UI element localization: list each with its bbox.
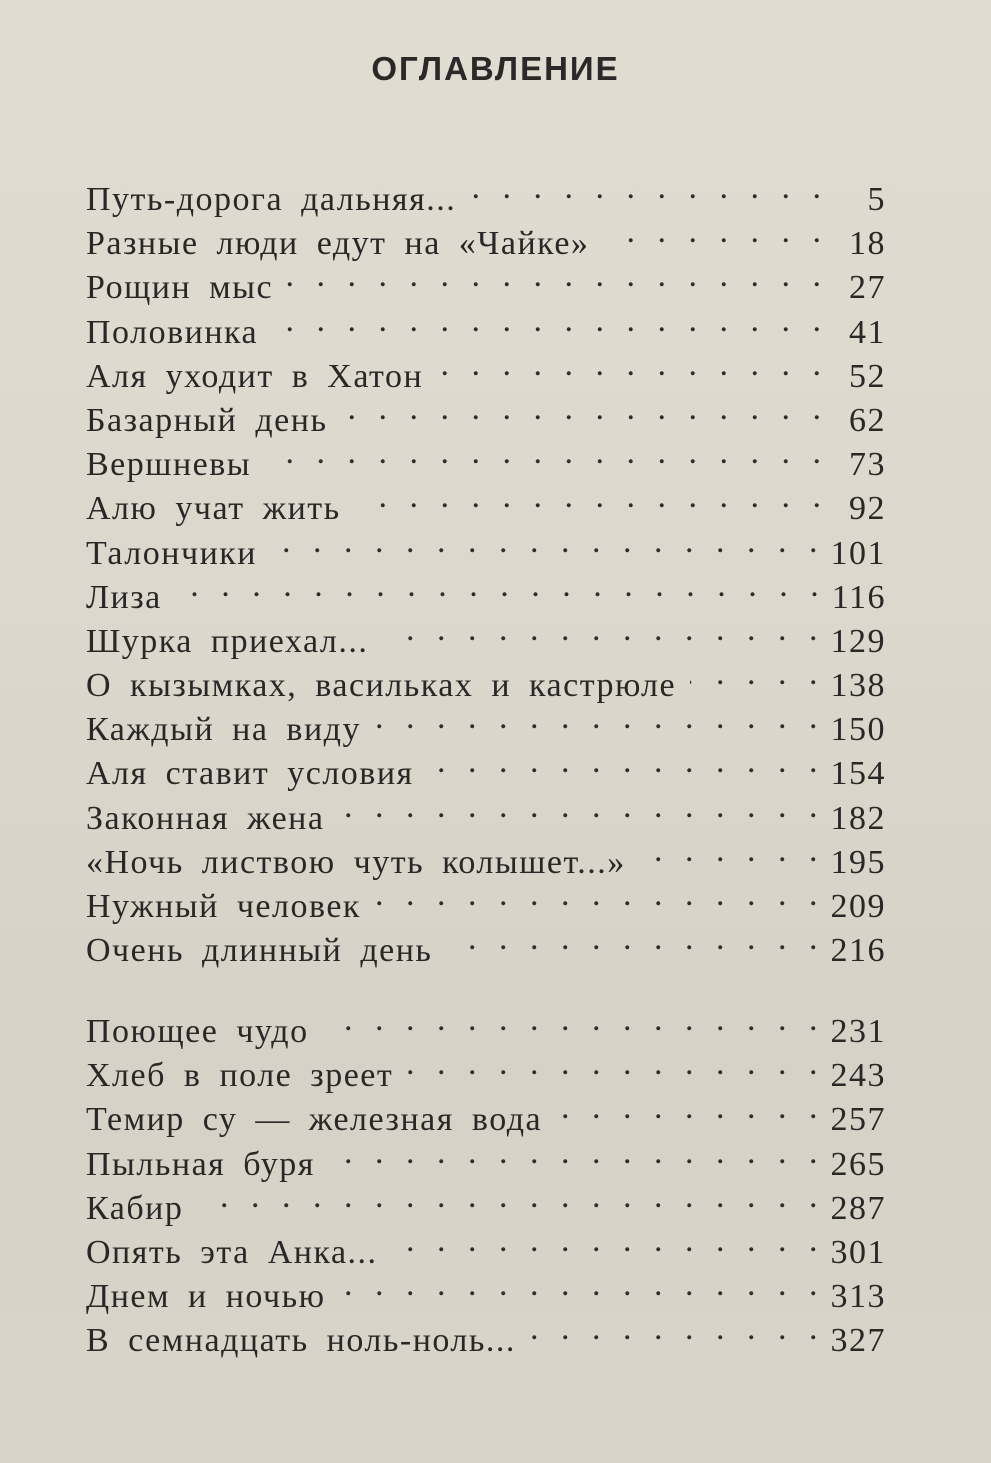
toc-entry-page: 73 <box>849 446 886 484</box>
toc-entry <box>86 166 886 218</box>
toc-entry-title: О кызымках, васильках и кастрюле <box>86 667 677 705</box>
toc-dot-leader <box>470 166 828 210</box>
toc-entry-title: Базарный день <box>86 401 328 439</box>
toc-entry-title: Вершневы <box>86 446 252 484</box>
toc-entry-title: Рощин мыс <box>86 269 274 307</box>
toc-dot-leader <box>340 1263 825 1307</box>
toc-dot-leader <box>603 210 828 254</box>
toc-dot-leader <box>690 652 824 696</box>
toc-dot-leader <box>428 740 825 784</box>
toc-dot-leader <box>355 475 828 519</box>
toc-entry-title: Очень длинный день <box>86 932 433 970</box>
toc-entry-page: 327 <box>830 1322 886 1360</box>
toc-entry-page: 313 <box>830 1278 886 1316</box>
toc-entry-page: 101 <box>830 534 886 572</box>
toc-entry-page: 243 <box>830 1057 886 1095</box>
toc-entry <box>86 998 886 1050</box>
toc-dot-leader <box>197 1175 824 1219</box>
toc-entry <box>86 608 886 660</box>
toc-entry-title: Хлеб в поле зреет <box>86 1057 394 1095</box>
toc-section-2 <box>86 998 886 1360</box>
toc-entry <box>86 564 886 616</box>
toc-entry-title: Нужный человек <box>86 888 361 925</box>
toc-dot-leader <box>341 387 828 431</box>
toc-dot-leader <box>446 917 824 961</box>
toc-entry-page: 257 <box>830 1101 886 1139</box>
toc-dot-leader <box>382 608 824 652</box>
toc-dot-leader <box>323 998 825 1042</box>
toc-entry-page: 92 <box>849 490 886 528</box>
toc-dot-leader <box>530 1307 825 1351</box>
toc-entry-page: 27 <box>849 269 886 307</box>
toc-dot-leader <box>437 343 828 387</box>
toc-dot-leader <box>407 1042 824 1086</box>
toc-dot-leader <box>287 254 828 298</box>
toc-entry-page: 129 <box>830 622 886 660</box>
toc-entry-title: Темир су — железная вода <box>86 1101 543 1139</box>
toc-entry-page: 209 <box>830 888 886 925</box>
toc-dot-leader <box>375 696 825 740</box>
toc-entry-page: 195 <box>830 843 886 881</box>
toc-dot-leader <box>272 299 828 343</box>
toc-entry-title: Талончики <box>86 534 257 572</box>
toc-entry-title: Алю учат жить <box>86 490 341 528</box>
toc-entry-page: 265 <box>830 1145 886 1183</box>
toc-entry-title: Опять эта Анка... <box>86 1233 378 1271</box>
toc-entry-title: Путь-дорога дальняя... <box>86 181 457 218</box>
toc-entry-title: Шурка приехал... <box>86 622 369 660</box>
toc-entry <box>86 1219 886 1271</box>
toc-entry-page: 138 <box>830 667 886 705</box>
toc-entry-page: 5 <box>867 181 886 218</box>
toc-entry-title: Поющее чудо <box>86 1013 309 1050</box>
toc-section-1 <box>86 166 886 970</box>
toc-entry-page: 150 <box>830 711 886 749</box>
toc-entry-page: 216 <box>830 932 886 970</box>
toc-dot-leader <box>640 829 825 873</box>
toc-entry-title: Аля уходит в Хатон <box>86 357 424 395</box>
toc-dot-leader <box>392 1219 825 1263</box>
toc-entry-title: Днем и ночью <box>86 1278 326 1316</box>
toc-entry-title: Аля ставит условия <box>86 755 414 793</box>
toc-entry-page: 301 <box>830 1233 886 1271</box>
toc-entry-page: 18 <box>849 225 886 263</box>
toc-entry-title: Законная жена <box>86 799 325 837</box>
toc-dot-leader <box>265 431 828 475</box>
toc-dot-leader <box>556 1086 824 1130</box>
toc-dot-leader <box>375 873 825 917</box>
toc-entry-title: Пыльная буря <box>86 1145 315 1183</box>
toc-entry-title: Лиза <box>86 578 162 616</box>
toc-entry-title: Кабир <box>86 1189 184 1227</box>
toc-dot-leader <box>271 520 825 564</box>
toc-entry-page: 182 <box>830 799 886 837</box>
toc-dot-leader <box>176 564 826 608</box>
toc-entry-title: «Ночь листвою чуть колышет...» <box>86 843 626 881</box>
toc-entry-page: 52 <box>849 357 886 395</box>
toc-entry-page: 41 <box>849 313 886 351</box>
toc-entry-page: 287 <box>830 1189 886 1227</box>
toc-entry-page: 116 <box>831 578 886 616</box>
toc-entry-page: 231 <box>830 1013 886 1050</box>
page-title: ОГЛАВЛЕНИЕ <box>371 50 620 87</box>
toc-entry-title: В семнадцать ноль-ноль... <box>86 1322 516 1360</box>
toc-entry <box>86 1175 886 1227</box>
toc-entry-title: Половинка <box>86 313 259 351</box>
toc-dot-leader <box>338 785 824 829</box>
toc-entry-page: 62 <box>849 401 886 439</box>
toc-entry-title: Разные люди едут на «Чайке» <box>86 225 590 263</box>
toc-entry-title: Каждый на виду <box>86 711 361 749</box>
toc-entry-page: 154 <box>830 755 886 793</box>
toc-dot-leader <box>329 1131 825 1175</box>
